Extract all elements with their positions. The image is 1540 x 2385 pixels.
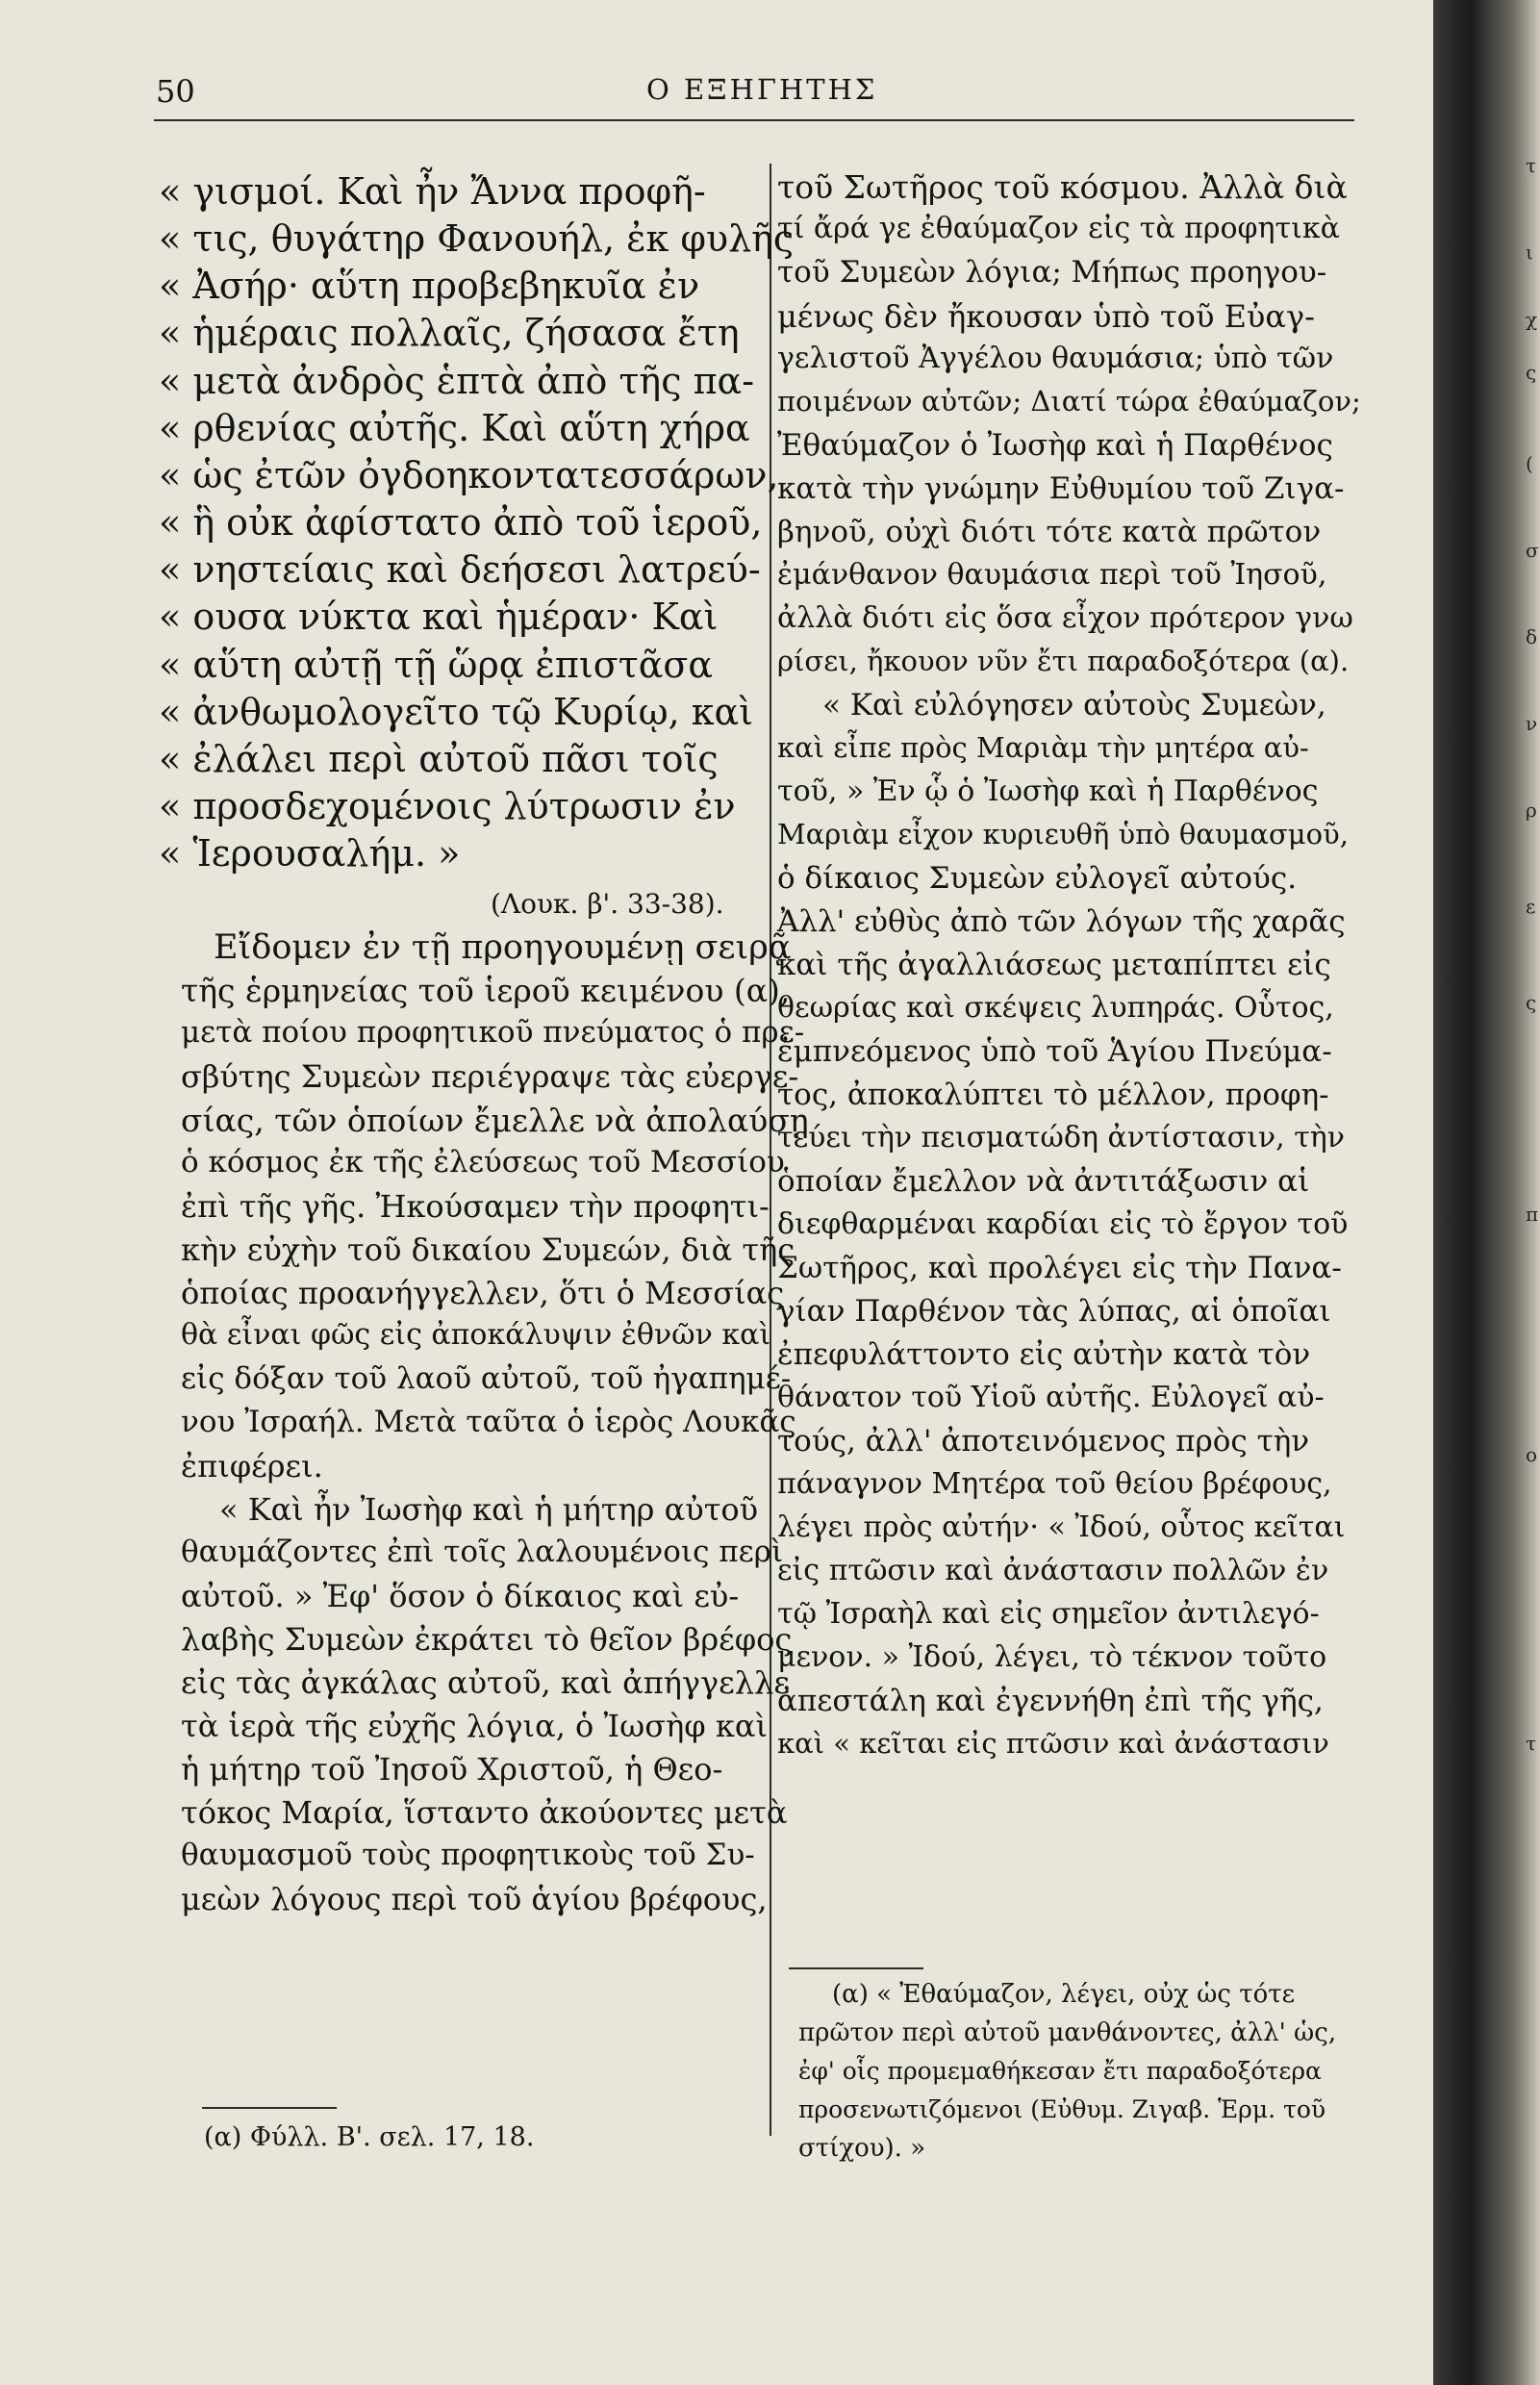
- footnote-rule: [789, 1967, 923, 1969]
- text-line: « ἣ οὐκ ἀφίστατο ἀπὸ τοῦ ἱεροῦ,: [159, 501, 763, 544]
- text-line: λέγει πρὸς αὐτήν· « Ἰδού, οὗτος κεῖται: [777, 1510, 1346, 1544]
- text-line: ὁποίας προανήγγελλεν, ὅτι ὁ Μεσσίας: [181, 1275, 785, 1311]
- text-line: ἐμάνθανον θαυμάσια περὶ τοῦ Ἰησοῦ,: [777, 558, 1327, 592]
- text-line: Εἴδομεν ἐν τῇ προηγουμένῃ σειρᾷ: [214, 928, 792, 967]
- text-line: « ἀνθωμολογεῖτο τῷ Κυρίῳ, καὶ: [159, 691, 754, 733]
- footnote-rule: [202, 2107, 337, 2109]
- text-line: « Ἱερουσαλήμ. »: [159, 832, 461, 875]
- text-line: πάναγνον Μητέρα τοῦ θείου βρέφους,: [777, 1467, 1332, 1501]
- page-number: 50: [156, 73, 195, 110]
- text-line: γίαν Παρθένον τὰς λύπας, αἱ ὁποῖαι: [777, 1294, 1331, 1329]
- text-line: νου Ἰσραήλ. Μετὰ ταῦτα ὁ ἱερὸς Λουκᾶς: [181, 1405, 796, 1439]
- text-line: σίας, τῶν ὁποίων ἔμελλε νὰ ἀπολαύσῃ: [181, 1102, 809, 1139]
- text-line: ἐπιφέρει.: [181, 1448, 323, 1484]
- text-line: μετὰ ποίου προφητικοῦ πνεύματος ὁ πρε-: [181, 1015, 805, 1050]
- text-line: ἐμπνεόμενος ὑπὸ τοῦ Ἁγίου Πνεύμα-: [777, 1034, 1332, 1069]
- text-line: τόκος Μαρία, ἵσταντο ἀκούοντες μετὰ: [181, 1794, 788, 1831]
- text-line: τοῦ Συμεὼν λόγια; Μήπως προηγου-: [777, 255, 1327, 290]
- text-line: « Καὶ εὐλόγησεν αὐτοὺς Συμεὼν,: [822, 688, 1326, 723]
- edge-glyph: ς: [1526, 361, 1537, 384]
- edge-glyph: δ: [1526, 625, 1538, 648]
- footnote-line: (α) « Ἐθαύμαζον, λέγει, οὐχ ὡς τότε: [832, 1980, 1296, 2009]
- text-line: ἐπὶ τῆς γῆς. Ἠκούσαμεν τὴν προφητι-: [181, 1188, 770, 1225]
- text-line: ἡ μήτηρ τοῦ Ἰησοῦ Χριστοῦ, ἡ Θεο-: [181, 1751, 723, 1788]
- text-line: σβύτης Συμεὼν περιέγραψε τὰς εὐεργε-: [181, 1058, 799, 1095]
- edge-glyph: ι: [1526, 241, 1533, 264]
- text-line: θάνατον τοῦ Υἱοῦ αὐτῆς. Εὐλογεῖ αὐ-: [777, 1381, 1325, 1414]
- header-rule: [154, 119, 1354, 121]
- text-line: εἰς δόξαν τοῦ λαοῦ αὐτοῦ, τοῦ ἠγαπημέ-: [181, 1361, 792, 1396]
- text-line: « τις, θυγάτηρ Φανουήλ, ἐκ φυλῆς: [159, 217, 795, 260]
- text-line: καὶ τῆς ἀγαλλιάσεως μεταπίπτει εἰς: [777, 948, 1331, 982]
- edge-glyph: ε: [1526, 895, 1536, 918]
- text-line: εἰς πτῶσιν καὶ ἀνάστασιν πολλῶν ἐν: [777, 1554, 1329, 1587]
- edge-glyph: τ: [1526, 1732, 1537, 1755]
- text-line: μένως δὲν ἤκουσαν ὑπὸ τοῦ Εὐαγ-: [777, 298, 1315, 335]
- text-line: Ἀλλ' εὐθὺς ἀπὸ τῶν λόγων τῆς χαρᾶς: [777, 904, 1346, 939]
- text-line: « ρθενίας αὐτῆς. Καὶ αὕτη χήρα: [159, 407, 750, 449]
- footnote-line: προσενωτιζόμενοι (Εὐθυμ. Ζιγαβ. Ἑρμ. τοῦ: [798, 2095, 1326, 2123]
- edge-glyph: ν: [1526, 712, 1538, 735]
- text-line: « μετὰ ἀνδρὸς ἑπτὰ ἀπὸ τῆς πα-: [159, 360, 755, 402]
- text-line: « ἐλάλει περὶ αὐτοῦ πᾶσι τοῖς: [159, 738, 719, 780]
- text-line: κὴν εὐχὴν τοῦ δικαίου Συμεών, διὰ τῆς: [181, 1231, 795, 1268]
- text-line: καὶ εἶπε πρὸς Μαριὰμ τὴν μητέρα αὐ-: [777, 731, 1309, 764]
- text-line: θεωρίας καὶ σκέψεις λυπηράς. Οὗτος,: [777, 991, 1334, 1025]
- edge-glyph: ο: [1526, 1443, 1538, 1466]
- edge-glyph: (: [1526, 452, 1533, 475]
- text-line: « ἡμέραις πολλαῖς, ζήσασα ἔτη: [159, 312, 740, 354]
- text-line: κατὰ τὴν γνώμην Εὐθυμίου τοῦ Ζιγα-: [777, 471, 1345, 506]
- text-line: τί ἄρά γε ἐθαύμαζον εἰς τὰ προφητικὰ: [777, 212, 1340, 245]
- text-line: ρίσει, ἤκουον νῦν ἔτι παραδοξότερα (α).: [777, 645, 1350, 677]
- text-line: « ουσα νύκτα καὶ ἡμέραν· Καὶ: [159, 596, 719, 638]
- text-line: Μαριὰμ εἶχον κυριευθῆ ὑπὸ θαυμασμοῦ,: [777, 818, 1349, 850]
- text-line: ὁποίαν ἔμελλον νὰ ἀντιτάξωσιν αἱ: [777, 1164, 1310, 1199]
- text-line: « νηστείαις καὶ δεήσεσι λατρεύ-: [159, 548, 761, 591]
- book-binding-shadow: [1433, 0, 1540, 2385]
- text-line: μεὼν λόγους περὶ τοῦ ἁγίου βρέφους,: [181, 1881, 768, 1917]
- text-line: τοῦ Σωτῆρος τοῦ κόσμου. Ἀλλὰ διὰ: [777, 168, 1348, 206]
- text-line: « ὡς ἐτῶν ὀγδοηκοντατεσσάρων,: [159, 454, 779, 496]
- text-line: τῆς ἑρμηνείας τοῦ ἱεροῦ κειμένου (α),: [181, 972, 791, 1009]
- text-line: ἀλλὰ διότι εἰς ὅσα εἶχον πρότερον γνω: [777, 601, 1353, 635]
- text-line: τεύει τὴν πεισματώδη ἀντίστασιν, τὴν: [777, 1121, 1345, 1154]
- text-line: αὐτοῦ. » Ἐφ' ὅσον ὁ δίκαιος καὶ εὐ-: [181, 1578, 740, 1614]
- text-line: Ἐθαύμαζον ὁ Ἰωσὴφ καὶ ἡ Παρθένος: [777, 428, 1333, 463]
- text-line: ἐπεφυλάττοντο εἰς αὐτὴν κατὰ τὸν: [777, 1337, 1311, 1372]
- text-line: εἰς τὰς ἀγκάλας αὐτοῦ, καὶ ἀπήγγελλε: [181, 1664, 790, 1701]
- text-line: Σωτῆρος, καὶ προλέγει εἰς τὴν Πανα-: [777, 1251, 1342, 1285]
- text-line: τούς, ἀλλ' ἀποτεινόμενος πρὸς τὴν: [777, 1424, 1310, 1459]
- text-line: « αὕτη αὐτῇ τῇ ὥρᾳ ἐπιστᾶσα: [159, 644, 714, 686]
- text-line: ὁ κόσμος ἐκ τῆς ἐλεύσεως τοῦ Μεσσίου: [181, 1145, 785, 1180]
- edge-glyph: π: [1526, 1203, 1539, 1226]
- edge-glyph: ρ: [1526, 799, 1537, 822]
- text-line: καὶ « κεῖται εἰς πτῶσιν καὶ ἀνάστασιν: [777, 1727, 1329, 1760]
- footnote-line: ἐφ' οἷς προμεμαθήκεσαν ἔτι παραδοξότερα: [798, 2057, 1322, 2085]
- scripture-reference: (Λουκ. β'. 33-38).: [491, 888, 724, 920]
- text-line: θαυμασμοῦ τοὺς προφητικοὺς τοῦ Συ-: [181, 1838, 755, 1872]
- text-line: διεφθαρμέναι καρδίαι εἰς τὸ ἔργον τοῦ: [777, 1207, 1349, 1241]
- edge-glyph: ς: [1526, 991, 1537, 1014]
- text-line: « Ἀσήρ· αὕτη προβεβηκυῖα ἐν: [159, 265, 700, 307]
- text-line: « Καὶ ἦν Ἰωσὴφ καὶ ἡ μήτηρ αὐτοῦ: [219, 1491, 759, 1528]
- text-line: τῷ Ἰσραὴλ καὶ εἰς σημεῖον ἀντιλεγό-: [777, 1597, 1320, 1631]
- left-footnote: (α) Φύλλ. Β'. σελ. 17, 18.: [204, 2122, 535, 2152]
- text-line: βηνοῦ, οὐχὶ διότι τότε κατὰ πρῶτον: [777, 515, 1322, 549]
- text-line: γελιστοῦ Ἀγγέλου θαυμάσια; ὑπὸ τῶν: [777, 342, 1334, 375]
- text-line: ἀπεστάλη καὶ ἐγεννήθη ἐπὶ τῆς γῆς,: [777, 1684, 1324, 1718]
- footnote-line: στίχου). »: [798, 2134, 926, 2163]
- edge-glyph: χ: [1526, 308, 1538, 331]
- text-line: « γισμοί. Καὶ ἦν Ἄννα προφῆ-: [159, 170, 706, 213]
- text-line: τοῦ, » Ἐν ᾧ ὁ Ἰωσὴφ καὶ ἡ Παρθένος: [777, 774, 1319, 808]
- text-line: θαυμάζοντες ἐπὶ τοῖς λαλουμένοις περὶ: [181, 1535, 784, 1569]
- text-line: ὁ δίκαιος Συμεὼν εὐλογεῖ αὐτούς.: [777, 861, 1298, 896]
- text-line: λαβὴς Συμεὼν ἐκράτει τὸ θεῖον βρέφος: [181, 1621, 793, 1658]
- edge-glyph: τ: [1526, 154, 1537, 177]
- footnote-line: πρῶτον περὶ αὐτοῦ μανθάνοντες, ἀλλ' ὡς,: [798, 2018, 1337, 2047]
- text-line: μενον. » Ἰδού, λέγει, τὸ τέκνον τοῦτο: [777, 1640, 1327, 1674]
- edge-glyph: σ: [1526, 539, 1539, 562]
- text-line: ποιμένων αὐτῶν; Διατί τώρα ἐθαύμαζον;: [777, 385, 1361, 418]
- text-line: τὰ ἱερὰ τῆς εὐχῆς λόγια, ὁ Ἰωσὴφ καὶ: [181, 1708, 768, 1744]
- text-line: « προσδεχομένοις λύτρωσιν ἐν: [159, 785, 736, 827]
- running-title: Ο ΕΞΗΓΗΤΗΣ: [646, 73, 878, 106]
- text-line: τος, ἀποκαλύπτει τὸ μέλλον, προφη-: [777, 1078, 1329, 1112]
- text-line: θὰ εἶναι φῶς εἰς ἀποκάλυψιν ἐθνῶν καὶ: [181, 1318, 771, 1352]
